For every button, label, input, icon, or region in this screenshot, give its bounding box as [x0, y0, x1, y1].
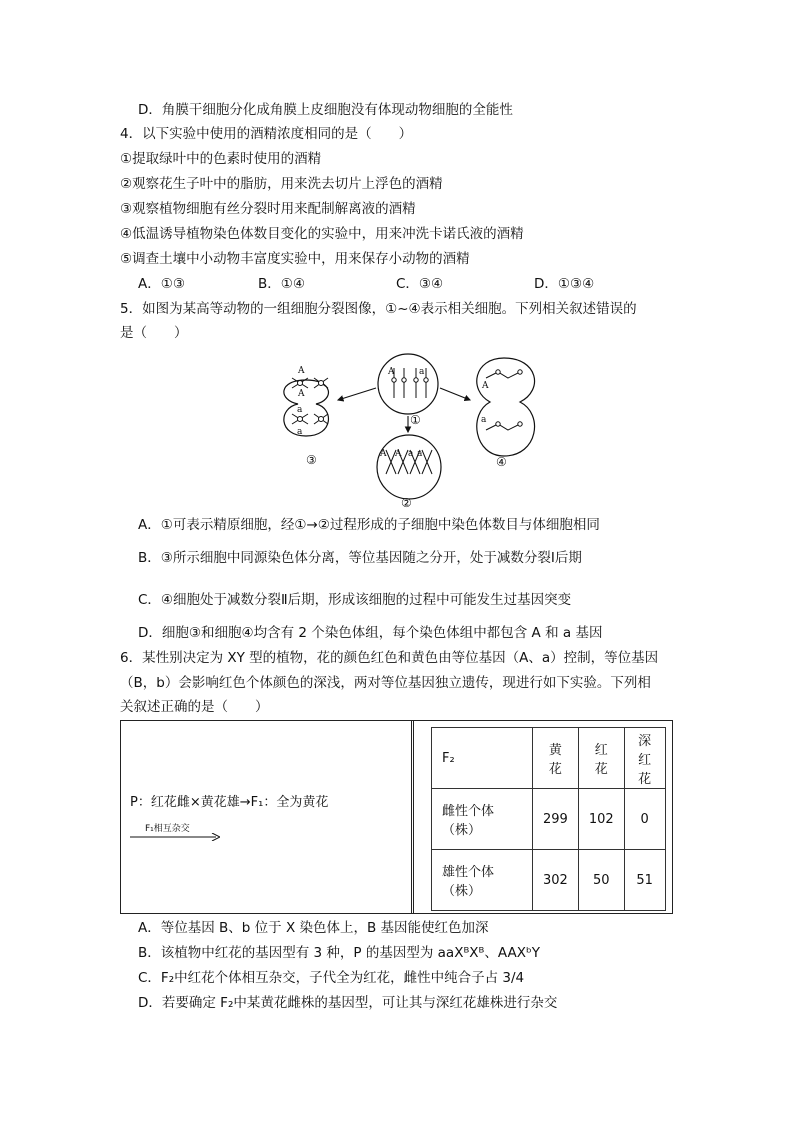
q6-option-d: D．若要确定 F₂中某黄花雌株的基因型，可让其与深红花雄株进行杂交	[138, 995, 558, 1011]
q6-option-c: C．F₂中红花个体相互杂交，子代全为红花，雌性中纯合子占 3/4	[138, 970, 525, 986]
cell-4-allele-bottom: a	[481, 415, 487, 425]
cell-2-allele-1: A	[380, 449, 387, 459]
cell-2-allele-2: A	[395, 449, 402, 459]
cell-value: 102	[578, 789, 624, 850]
table-row	[432, 789, 666, 850]
col-red: 红花	[578, 728, 624, 789]
table-row	[432, 850, 666, 911]
cross-description: P：红花雌×黄花雄→F₁：全为黄花	[130, 795, 329, 810]
cell-1-allele-a-upper: A	[388, 367, 395, 377]
cell-2-allele-3: a	[408, 449, 414, 459]
question-6-stem-cont2: 关叙述正确的是（ ）	[120, 699, 269, 715]
q4-option-d: D．①③④	[534, 276, 595, 292]
q5-option-a: A．①可表示精原细胞，经①→②过程形成的子细胞中染色体数目与体细胞相同	[138, 517, 600, 533]
cell-4-allele-top: A	[482, 381, 489, 391]
cross-arrow-label: F₁相互杂交	[145, 824, 190, 834]
question-5-stem: 5．如图为某高等动物的一组细胞分裂图像，①~④表示相关细胞。下列相关叙述错误的	[120, 301, 637, 317]
cell-2-outline	[377, 435, 441, 499]
label-2: ②	[401, 496, 412, 510]
q4-option-a: A．①③	[138, 276, 185, 292]
question-4-stem: 4．以下实验中使用的酒精浓度相同的是（ ）	[120, 126, 413, 142]
label-1: ①	[410, 413, 421, 427]
q4-option-c: C．③④	[396, 276, 444, 292]
q5-option-d: D．细胞③和细胞④均含有 2 个染色体组，每个染色体组中都包含 A 和 a 基因	[138, 625, 603, 641]
cell-1-outline	[378, 354, 438, 414]
cross-panel	[121, 721, 412, 913]
cross-arrow	[130, 833, 220, 841]
label-4: ④	[496, 455, 507, 469]
f2-results-table	[431, 727, 666, 911]
question-5-stem-cont: 是（ ）	[120, 325, 188, 341]
col-deep-red: 深红花	[624, 728, 665, 789]
cell-division-figure	[276, 352, 546, 512]
q4-item-4: ④低温诱导植物染色体数目变化的实验中，用来冲洗卡诺氏液的酒精	[120, 226, 524, 242]
row-label-female: 雌性个体（株）	[432, 789, 533, 850]
question-6-stem: 6．某性别决定为 XY 型的植物，花的颜色红色和黄色由等位基因（A、a）控制，等位基因	[120, 650, 659, 666]
label-3: ③	[306, 453, 317, 467]
q6-option-b: B．该植物中红花的基因型有 3 种，P 的基因型为 aaXᴮXᴮ、AAXᵇY	[138, 945, 540, 961]
cell-3-allele-top: A	[298, 366, 305, 376]
col-yellow: 黄花	[533, 728, 579, 789]
cell-2-allele-4: a	[417, 449, 423, 459]
f2-header: F₂	[432, 728, 533, 789]
cell-value: 51	[624, 850, 665, 911]
q4-options	[138, 274, 594, 294]
cell-value: 299	[533, 789, 579, 850]
q3-option-d: D．角膜干细胞分化成角膜上皮细胞没有体现动物细胞的全能性	[138, 102, 513, 118]
cell-value: 50	[578, 850, 624, 911]
experiment-box	[120, 720, 673, 914]
q4-option-b: B．①④	[258, 276, 305, 292]
q4-item-1: ①提取绿叶中的色素时使用的酒精	[120, 151, 322, 167]
q5-option-c: C．④细胞处于减数分裂Ⅱ后期，形成该细胞的过程中可能发生过基因突变	[138, 592, 572, 608]
cell-1-allele-lower: a	[419, 367, 425, 377]
q6-option-a: A．等位基因 B、b 位于 X 染色体上，B 基因能使红色加深	[138, 920, 489, 936]
cell-3-allele-top2: A	[298, 389, 305, 399]
cell-3-allele-bottom: a	[297, 405, 303, 415]
cell-value: 0	[624, 789, 665, 850]
q5-option-b: B．③所示细胞中同源染色体分离，等位基因随之分开，处于减数分裂Ⅰ后期	[138, 550, 582, 566]
cell-4-outline	[477, 358, 535, 456]
q4-item-5: ⑤调查土壤中小动物丰富度实验中，用来保存小动物的酒精	[120, 251, 470, 267]
cell-3-allele-bottom2: a	[297, 427, 303, 437]
table-row	[432, 728, 666, 789]
q4-item-3: ③观察植物细胞有丝分裂时用来配制解离液的酒精	[120, 201, 416, 217]
cell-3-outline	[284, 380, 329, 436]
row-label-male: 雄性个体（株）	[432, 850, 533, 911]
question-6-stem-cont1: （B，b）会影响红色个体颜色的深浅，两对等位基因独立遗传，现进行如下实验。下列相	[120, 675, 651, 691]
cell-value: 302	[533, 850, 579, 911]
q4-item-2: ②观察花生子叶中的脂肪，用来洗去切片上浮色的酒精	[120, 176, 443, 192]
